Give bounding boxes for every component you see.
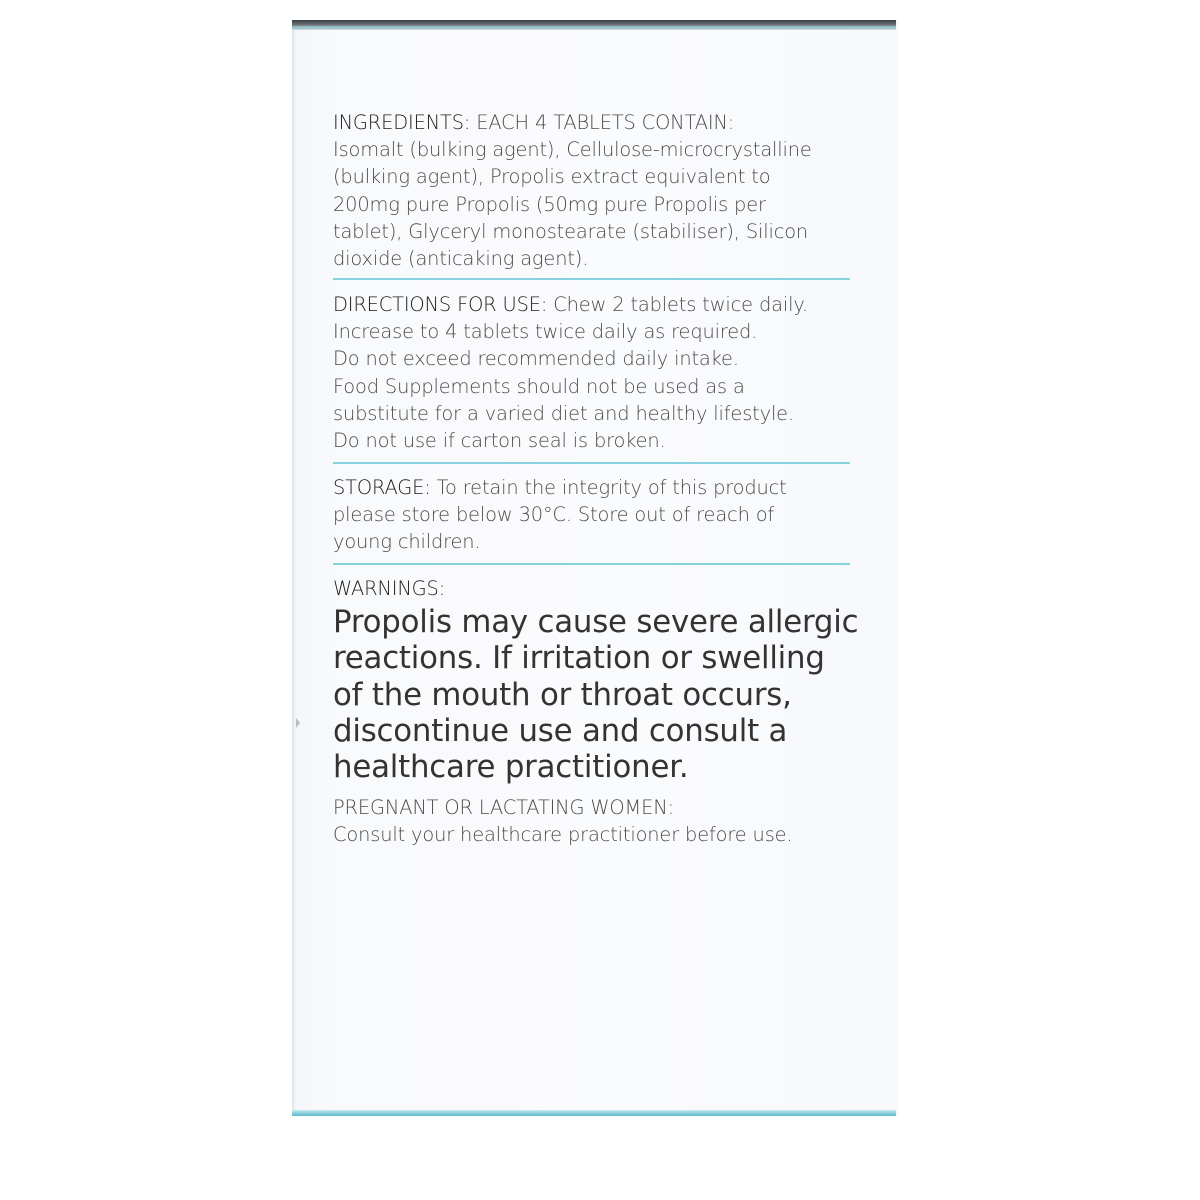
warnings-section — [333, 575, 853, 602]
directions-section — [333, 291, 853, 454]
ingredients-section — [333, 109, 853, 272]
ingredients-line-6: dioxide (anticaking agent). — [333, 247, 589, 271]
carton-fold-edge — [292, 30, 295, 1110]
ingredients-line-1: INGREDIENTS: EACH 4 TABLETS CONTAIN: — [333, 111, 735, 134]
directions-line-2: Increase to 4 tablets twice daily as required. — [333, 320, 758, 344]
directions-line-3: Do not exceed recommended daily intake. — [333, 347, 739, 371]
divider-rule-3 — [333, 563, 850, 565]
warnings-line-3: of the mouth or throat occurs, — [333, 676, 792, 713]
warnings-line-4: discontinue use and consult a — [333, 712, 788, 749]
divider-rule-1 — [333, 278, 850, 280]
carton-side-panel — [292, 20, 896, 1116]
carton-top-accent — [292, 26, 896, 29]
pregnancy-text: Consult your healthcare practitioner before use. — [333, 823, 793, 847]
divider-rule-2 — [333, 462, 850, 464]
directions-line-5: substitute for a varied diet and healthy lifestyle. — [333, 401, 794, 425]
storage-line-3: young children. — [333, 530, 481, 554]
carton-bottom-edge — [292, 1110, 896, 1116]
storage-line-2: please store below 30°C. Store out of reach of — [333, 503, 775, 527]
fold-notch — [296, 718, 300, 728]
warnings-statement — [333, 604, 859, 786]
warnings-line-2: reactions. If irritation or swelling — [333, 640, 825, 677]
ingredients-line-2: Isomalt (bulking agent), Cellulose-microcrystalline — [333, 138, 812, 162]
pregnancy-heading: PREGNANT OR LACTATING WOMEN: — [333, 796, 674, 819]
ingredients-line-5: tablet), Glyceryl monostearate (stabiliser), Silicon — [333, 219, 809, 243]
storage-section — [333, 474, 853, 556]
directions-line-4: Food Supplements should not be used as a — [333, 374, 745, 398]
storage-line-1: STORAGE: To retain the integrity of this product — [333, 476, 787, 499]
warnings-heading: WARNINGS: — [333, 577, 446, 600]
pregnancy-notice — [333, 794, 853, 848]
ingredients-line-3: (bulking agent), Propolis extract equivalent to — [333, 165, 771, 189]
warnings-line-5: healthcare practitioner. — [333, 749, 689, 786]
storage-heading: STORAGE: — [333, 476, 431, 499]
warnings-line-1: Propolis may cause severe allergic — [333, 604, 859, 640]
ingredients-line-4: 200mg pure Propolis (50mg pure Propolis per — [333, 192, 766, 216]
directions-line-1: DIRECTIONS FOR USE: Chew 2 tablets twice daily. — [333, 293, 808, 316]
directions-heading: DIRECTIONS FOR USE: — [333, 293, 548, 316]
ingredients-heading: INGREDIENTS: — [333, 111, 471, 134]
directions-line-6: Do not use if carton seal is broken. — [333, 429, 666, 453]
